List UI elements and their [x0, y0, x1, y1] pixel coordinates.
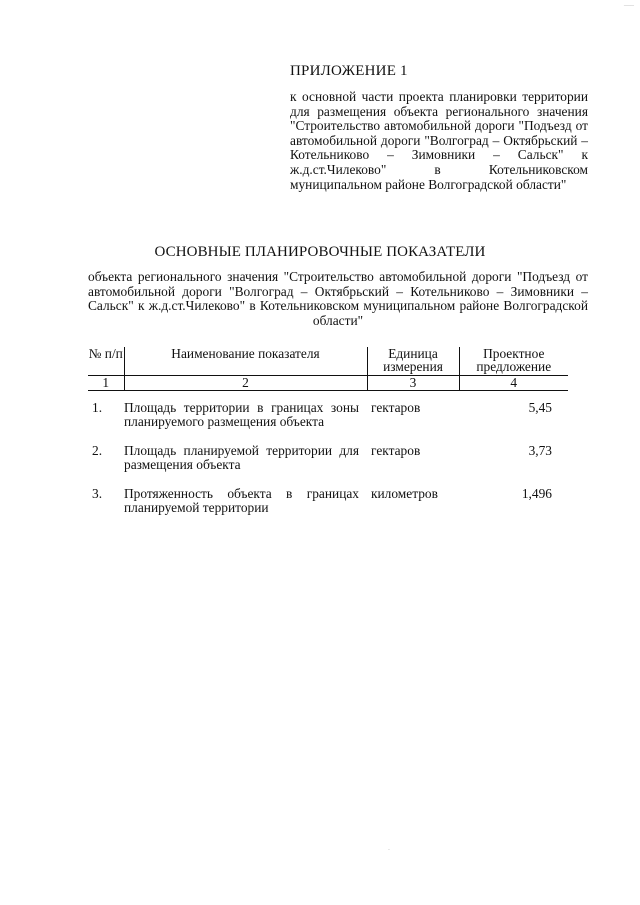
indicator-unit: километров: [371, 486, 438, 501]
indicator-value: 1,496: [521, 486, 552, 501]
appendix-text: к основной части проекта планировки территории для размещения объекта регионального значения "Строительство автомобильной дороги "Подъезд от автомобильной дороги "Волгоград – Октябрьский – Котельниково – Зимовники – Сальск" к ж.д.ст.Чилеково" в Котельниковском муниципальном районе Волгоградской области": [290, 89, 588, 192]
indicator-name: Площадь планируемой территории для размещения объекта: [124, 443, 359, 472]
column-number: 3: [367, 376, 459, 391]
column-number: 4: [459, 376, 568, 391]
table-row: [88, 428, 568, 471]
row-number: 1.: [92, 400, 103, 415]
row-number: 2.: [92, 443, 103, 458]
header-name: Наименование показателя: [124, 347, 367, 376]
indicator-value: 5,45: [528, 400, 552, 415]
column-number: 2: [124, 376, 367, 391]
table-header-row: [88, 347, 568, 376]
indicator-name: Площадь территории в границах зоны планируемого размещения объекта: [124, 400, 359, 429]
appendix-title: ПРИЛОЖЕНИЕ 1: [290, 63, 408, 79]
indicators-table: [88, 347, 568, 514]
header-unit: Единица измерения: [367, 347, 459, 376]
row-number: 3.: [92, 486, 103, 501]
column-number: 1: [88, 376, 124, 391]
table-row: [88, 391, 568, 429]
indicator-name: Протяженность объекта в границах планируемой территории: [124, 486, 359, 515]
column-number-row: [88, 376, 568, 391]
subtitle: объекта регионального значения "Строительство автомобильной дороги "Подъезд от автомобильной дороги "Волгоград – Октябрьский – Котельниково – Зимовники – Сальск" к ж.д.ст.Чилеково" в Котельниковском муниципальном районе Волгоградской области": [88, 269, 588, 329]
corner-mark: ___: [623, 0, 634, 6]
table-row: [88, 471, 568, 514]
indicator-value: 3,73: [528, 443, 552, 458]
indicator-unit: гектаров: [371, 443, 421, 458]
indicator-unit: гектаров: [371, 400, 421, 415]
header-value: Проектное предложение: [459, 347, 568, 376]
main-title: ОСНОВНЫЕ ПЛАНИРОВОЧНЫЕ ПОКАЗАТЕЛИ: [154, 244, 486, 260]
header-num: № п/п: [88, 347, 124, 376]
footer-mark: .: [388, 845, 390, 852]
